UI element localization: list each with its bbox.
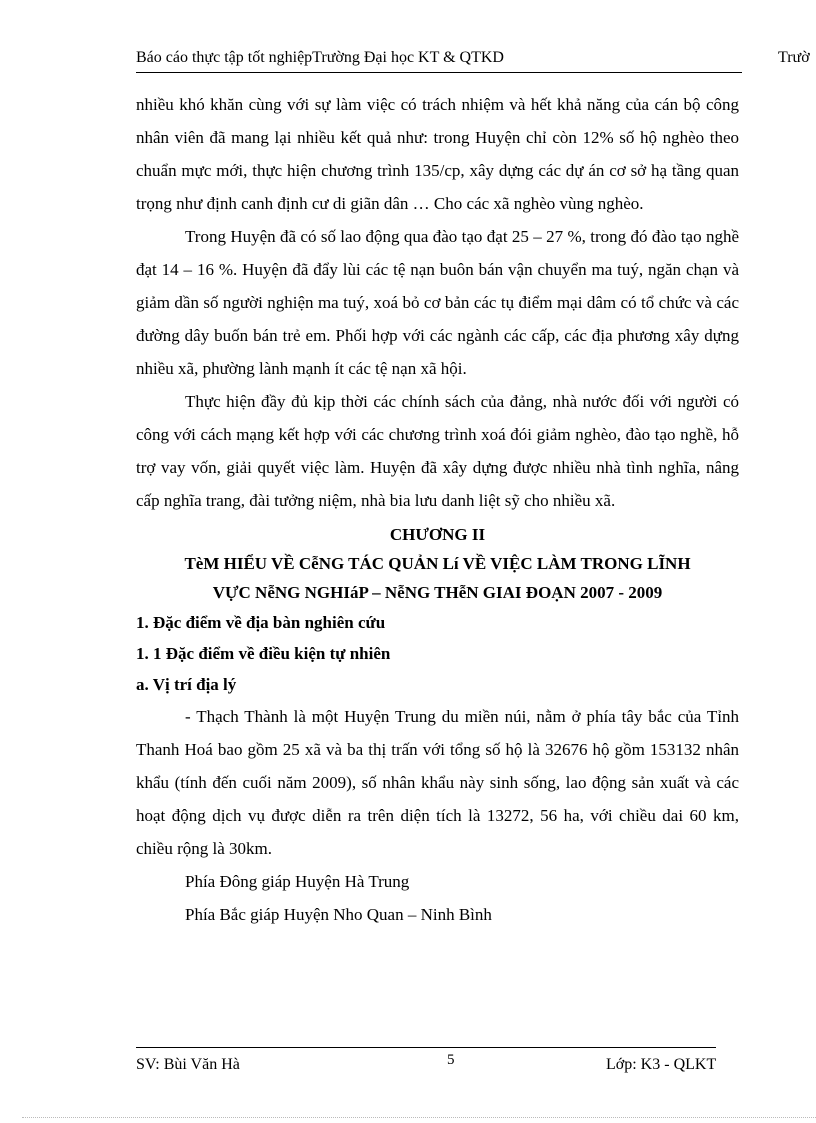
- footer-page-number: 5: [447, 1052, 455, 1068]
- subsection-heading: 1. 1 Đặc điểm về điều kiện tự nhiên: [136, 644, 391, 663]
- chapter-number: CHƯƠNG II: [389, 525, 486, 544]
- chapter-title-line-1: TèM HIỂU VỀ CễNG TÁC QUẢN Lí VỀ VIỆC LÀM TRONG LĨNH: [184, 554, 691, 573]
- page-body: [136, 88, 739, 931]
- header-rule: [136, 72, 742, 73]
- paragraph-3: Thực hiện đầy đủ kịp thời các chính sách của đảng, nhà nước đối với người có công với cách mạng kết hợp với các chương trình xoá đói giảm nghèo, đào tạo nghề, hỗ trợ vay vốn, giải quyết việc làm. Huyện đã xây dựng được nhiều nhà tình nghĩa, nâng cấp nghĩa trang, đài tưởng niệm, nhà bia lưu danh liệt sỹ cho nhiều xã.: [136, 392, 739, 510]
- paragraph-4: - Thạch Thành là một Huyện Trung du miền núi, nằm ở phía tây bắc của Tỉnh Thanh Hoá bao gồm 25 xã và ba thị trấn với tổng số hộ là 32676 hộ gồm 153132 nhân khẩu (tính đến cuối năm 2009), số nhân khẩu này sinh sống, lao động sản xuất và các hoạt động dịch vụ được diễn ra trên diện tích là 13272, 56 ha, với chiều dai 60 km, chiều rộng là 30km.: [136, 707, 739, 858]
- paragraph-2: Trong Huyện đã có số lao động qua đào tạo đạt 25 – 27 %, trong đó đào tạo nghề đạt 14 – 16 %. Huyện đã đẩy lùi các tệ nạn buôn bán vận chuyển ma tuý, ngăn chạn và giảm dần số người nghiện ma tuý, xoá bỏ cơ bản các tụ điểm mại dâm có tổ chức và các đường dây buốn bán trẻ em. Phối hợp với các ngành các cấp, các địa phương xây dựng nhiều xã, phường lành mạnh ít các tệ nạn xã hội.: [136, 227, 739, 378]
- running-header-overflow: Trườ: [778, 49, 810, 66]
- page-bottom-edge: [22, 1117, 816, 1118]
- border-north-line: Phía Bắc giáp Huyện Nho Quan – Ninh Bình: [185, 905, 492, 924]
- footer-rule: [136, 1047, 716, 1048]
- running-header: Báo cáo thực tập tốt nghiệpTrường Đại học KT & QTKD: [136, 49, 504, 66]
- section-heading: 1. Đặc điểm về địa bàn nghiên cứu: [136, 613, 386, 632]
- paragraph-1: nhiều khó khăn cùng với sự làm việc có trách nhiệm và hết khả năng của cán bộ công nhân viên đã mang lại nhiều kết quả như: trong Huyện chỉ còn 12% số hộ nghèo theo chuẩn mực mới, thực hiện chương trình 135/cp, xây dựng các dự án cơ sở hạ tầng quan trọng như định canh định cư di giãn dân … Cho các xã nghèo vùng nghèo.: [136, 95, 739, 213]
- footer-student-name: SV: Bùi Văn Hà: [136, 1056, 240, 1073]
- border-east-line: Phía Đông giáp Huyện Hà Trung: [185, 872, 410, 891]
- footer-class: Lớp: K3 - QLKT: [606, 1056, 717, 1073]
- sub-subsection-heading: a. Vị trí địa lý: [136, 675, 237, 694]
- chapter-title-line-2: VỰC NễNG NGHIáP – NễNG THễN GIAI ĐOẠN 2007 - 2009: [212, 583, 663, 602]
